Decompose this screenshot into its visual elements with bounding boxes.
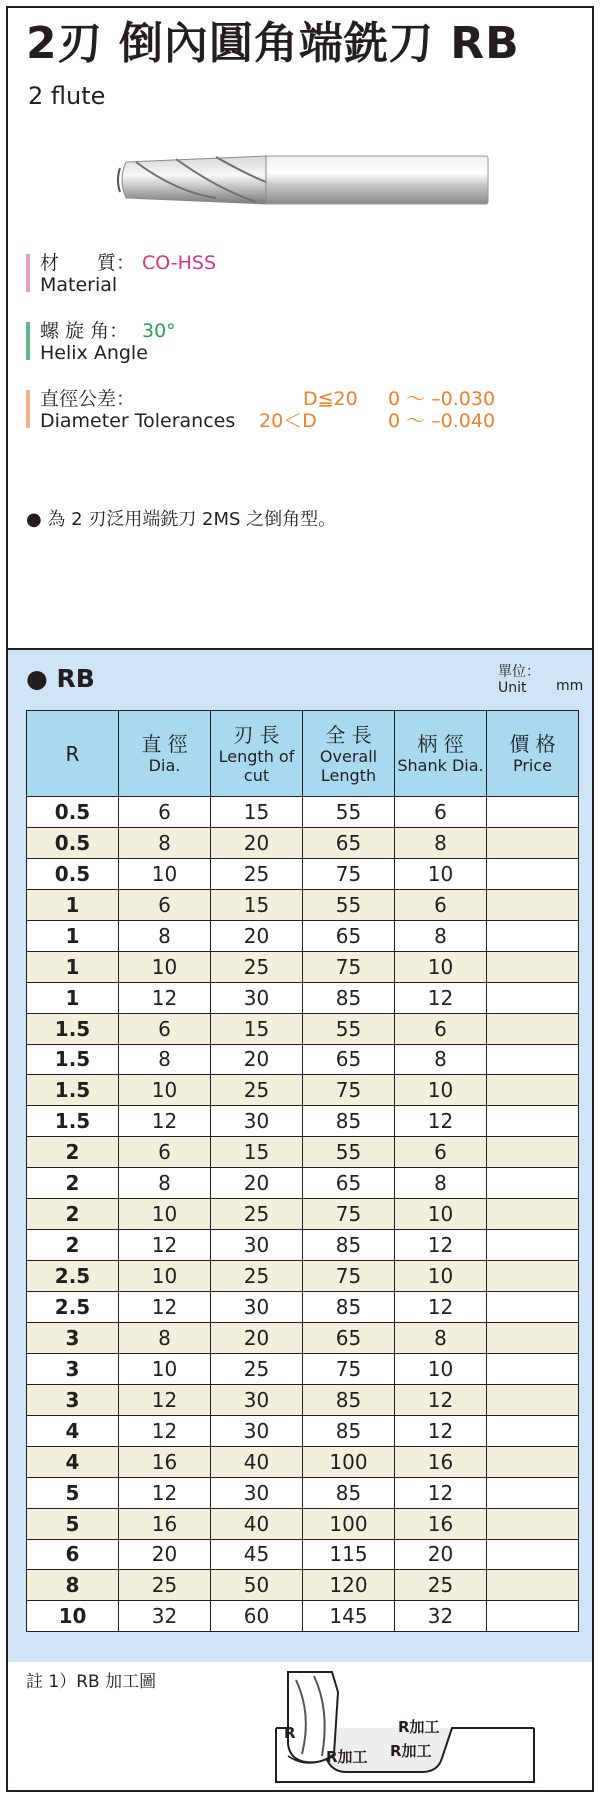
spec-table <box>26 710 579 1632</box>
cell-price <box>487 1322 579 1353</box>
cell-length-of-cut: 40 <box>211 1446 303 1477</box>
cell-length-of-cut: 25 <box>211 1353 303 1384</box>
cell-length-of-cut: 45 <box>211 1539 303 1570</box>
cell-dia: 8 <box>119 1322 211 1353</box>
cell-dia: 12 <box>119 1477 211 1508</box>
cell-price <box>487 1137 579 1168</box>
cell-price <box>487 1415 579 1446</box>
cell-shank-dia: 12 <box>395 982 487 1013</box>
cell-shank-dia: 20 <box>395 1539 487 1570</box>
cell-shank-dia: 12 <box>395 1106 487 1137</box>
cell-overall-length: 75 <box>303 1199 395 1230</box>
cell-price <box>487 889 579 920</box>
table-row <box>27 1261 579 1292</box>
table-row <box>27 1168 579 1199</box>
unit-value: mm <box>556 678 584 694</box>
cell-length-of-cut: 20 <box>211 1168 303 1199</box>
table-row <box>27 858 579 889</box>
material-label: 材 質： <box>40 252 136 274</box>
cell-r: 4 <box>27 1415 119 1446</box>
cell-length-of-cut: 25 <box>211 1075 303 1106</box>
material-accent-bar <box>26 254 30 292</box>
table-header-row <box>27 711 579 797</box>
helix-accent-bar <box>26 322 30 360</box>
cell-shank-dia: 8 <box>395 827 487 858</box>
table-row <box>27 1322 579 1353</box>
cell-shank-dia: 6 <box>395 797 487 828</box>
header-dia: 直 徑 Dia. <box>119 711 211 797</box>
cell-dia: 10 <box>119 1075 211 1106</box>
cell-overall-length: 75 <box>303 1075 395 1106</box>
cell-overall-length: 85 <box>303 1415 395 1446</box>
table-row <box>27 1292 579 1323</box>
table-row <box>27 1384 579 1415</box>
cell-length-of-cut: 20 <box>211 1044 303 1075</box>
cell-r: 2 <box>27 1199 119 1230</box>
cell-length-of-cut: 25 <box>211 1261 303 1292</box>
cell-shank-dia: 10 <box>395 1353 487 1384</box>
cell-shank-dia: 10 <box>395 858 487 889</box>
cell-price <box>487 951 579 982</box>
table-row <box>27 1570 579 1601</box>
cell-r: 1.5 <box>27 1075 119 1106</box>
material-label-en: Material <box>40 274 118 296</box>
header-r: R <box>27 711 119 797</box>
cell-r: 2.5 <box>27 1261 119 1292</box>
cell-price <box>487 1230 579 1261</box>
cell-dia: 25 <box>119 1570 211 1601</box>
table-row <box>27 1199 579 1230</box>
table-row <box>27 797 579 828</box>
cell-r: 0.5 <box>27 797 119 828</box>
cell-overall-length: 55 <box>303 889 395 920</box>
helix-label-en: Helix Angle <box>40 342 148 364</box>
cell-length-of-cut: 15 <box>211 1137 303 1168</box>
cell-shank-dia: 16 <box>395 1446 487 1477</box>
cell-dia: 32 <box>119 1601 211 1632</box>
cell-length-of-cut: 25 <box>211 1199 303 1230</box>
cell-price <box>487 1539 579 1570</box>
cell-length-of-cut: 30 <box>211 1230 303 1261</box>
cell-dia: 8 <box>119 827 211 858</box>
cell-dia: 8 <box>119 1168 211 1199</box>
rb-machining-diagram <box>272 1664 544 1788</box>
cell-shank-dia: 6 <box>395 1137 487 1168</box>
cell-r: 0.5 <box>27 827 119 858</box>
cell-r: 1 <box>27 889 119 920</box>
cell-dia: 10 <box>119 858 211 889</box>
cell-shank-dia: 10 <box>395 1261 487 1292</box>
helix-label: 螺 旋 角： <box>40 320 129 342</box>
table-row <box>27 951 579 982</box>
cell-r: 5 <box>27 1477 119 1508</box>
cell-r: 2.5 <box>27 1292 119 1323</box>
cell-length-of-cut: 30 <box>211 1106 303 1137</box>
cell-dia: 12 <box>119 982 211 1013</box>
cell-length-of-cut: 30 <box>211 982 303 1013</box>
cell-dia: 6 <box>119 797 211 828</box>
page-subtitle: 2 flute <box>28 82 106 110</box>
material-value: CO-HSS <box>142 252 217 274</box>
table-row <box>27 1106 579 1137</box>
cell-r: 1.5 <box>27 1044 119 1075</box>
cell-length-of-cut: 30 <box>211 1292 303 1323</box>
tolerance-label-en: Diameter Tolerances <box>40 410 236 432</box>
cell-overall-length: 75 <box>303 1261 395 1292</box>
section-title: ● RB <box>26 664 95 693</box>
page-title: 2刃 倒內圓角端銑刀 RB <box>26 18 520 69</box>
table-row <box>27 1353 579 1384</box>
cell-length-of-cut: 15 <box>211 797 303 828</box>
cell-length-of-cut: 30 <box>211 1477 303 1508</box>
end-mill-illustration <box>116 148 496 212</box>
cell-r: 2 <box>27 1168 119 1199</box>
diagram-label-r-process-2: R加工 <box>390 1742 432 1760</box>
cell-shank-dia: 8 <box>395 920 487 951</box>
table-body <box>27 797 579 1632</box>
cell-overall-length: 55 <box>303 1013 395 1044</box>
cell-overall-length: 100 <box>303 1508 395 1539</box>
table-row <box>27 1601 579 1632</box>
cell-shank-dia: 8 <box>395 1322 487 1353</box>
diagram-label-r-process-3: R加工 <box>398 1718 440 1736</box>
header-price: 價 格 Price <box>487 711 579 797</box>
cell-price <box>487 797 579 828</box>
cell-overall-length: 85 <box>303 1106 395 1137</box>
cell-shank-dia: 12 <box>395 1230 487 1261</box>
cell-r: 1.5 <box>27 1106 119 1137</box>
table-row <box>27 920 579 951</box>
header-shank-dia: 柄 徑 Shank Dia. <box>395 711 487 797</box>
cell-length-of-cut: 20 <box>211 1322 303 1353</box>
cell-r: 1 <box>27 951 119 982</box>
cell-price <box>487 1508 579 1539</box>
cell-shank-dia: 6 <box>395 1013 487 1044</box>
cell-price <box>487 1261 579 1292</box>
cell-length-of-cut: 50 <box>211 1570 303 1601</box>
tolerance-value-1: 0 ～ –0.030 <box>388 388 496 410</box>
cell-shank-dia: 12 <box>395 1415 487 1446</box>
cell-r: 0.5 <box>27 858 119 889</box>
table-row <box>27 1013 579 1044</box>
helix-value: 30° <box>142 320 176 342</box>
cell-dia: 12 <box>119 1292 211 1323</box>
unit-label <box>498 664 584 696</box>
cell-overall-length: 75 <box>303 1353 395 1384</box>
cell-overall-length: 115 <box>303 1539 395 1570</box>
unit-label-zh: 單位： <box>498 664 540 680</box>
header-length-of-cut: 刃 長 Length of cut <box>211 711 303 797</box>
cell-price <box>487 982 579 1013</box>
cell-overall-length: 65 <box>303 827 395 858</box>
cell-dia: 6 <box>119 1013 211 1044</box>
cell-r: 1 <box>27 982 119 1013</box>
tolerance-cond-1: D≦20 <box>303 388 358 410</box>
cell-overall-length: 75 <box>303 858 395 889</box>
cell-r: 10 <box>27 1601 119 1632</box>
table-row <box>27 1539 579 1570</box>
cell-r: 3 <box>27 1384 119 1415</box>
cell-overall-length: 85 <box>303 982 395 1013</box>
cell-price <box>487 920 579 951</box>
cell-overall-length: 65 <box>303 1168 395 1199</box>
cell-price <box>487 1477 579 1508</box>
product-note: ● 為 2 刃泛用端銑刀 2MS 之倒角型。 <box>26 509 337 530</box>
cell-dia: 8 <box>119 920 211 951</box>
cell-dia: 12 <box>119 1106 211 1137</box>
cell-r: 3 <box>27 1353 119 1384</box>
cell-length-of-cut: 40 <box>211 1508 303 1539</box>
tolerance-cond-2: 20＜D <box>259 410 317 432</box>
cell-r: 2 <box>27 1230 119 1261</box>
cell-dia: 12 <box>119 1415 211 1446</box>
diagram-label-r-process-1: R加工 <box>326 1748 368 1766</box>
cell-shank-dia: 10 <box>395 1199 487 1230</box>
cell-overall-length: 120 <box>303 1570 395 1601</box>
cell-shank-dia: 6 <box>395 889 487 920</box>
cell-r: 8 <box>27 1570 119 1601</box>
table-row <box>27 1075 579 1106</box>
tolerance-accent-bar <box>26 390 30 428</box>
table-row <box>27 827 579 858</box>
tolerance-label: 直徑公差： <box>40 388 136 410</box>
cell-shank-dia: 12 <box>395 1384 487 1415</box>
cell-r: 1 <box>27 920 119 951</box>
cell-price <box>487 1353 579 1384</box>
cell-overall-length: 85 <box>303 1477 395 1508</box>
cell-overall-length: 65 <box>303 1044 395 1075</box>
cell-shank-dia: 25 <box>395 1570 487 1601</box>
cell-price <box>487 1601 579 1632</box>
cell-length-of-cut: 20 <box>211 920 303 951</box>
cell-overall-length: 65 <box>303 920 395 951</box>
cell-price <box>487 1168 579 1199</box>
table-row <box>27 1446 579 1477</box>
cell-overall-length: 85 <box>303 1230 395 1261</box>
cell-length-of-cut: 15 <box>211 889 303 920</box>
cell-overall-length: 55 <box>303 797 395 828</box>
cell-length-of-cut: 15 <box>211 1013 303 1044</box>
cell-r: 6 <box>27 1539 119 1570</box>
cell-price <box>487 1106 579 1137</box>
table-row <box>27 1137 579 1168</box>
cell-shank-dia: 10 <box>395 951 487 982</box>
catalog-page <box>6 6 594 1792</box>
cell-price <box>487 1044 579 1075</box>
cell-r: 5 <box>27 1508 119 1539</box>
cell-price <box>487 858 579 889</box>
cell-dia: 12 <box>119 1384 211 1415</box>
table-row <box>27 982 579 1013</box>
cell-length-of-cut: 25 <box>211 858 303 889</box>
cell-overall-length: 75 <box>303 951 395 982</box>
cell-length-of-cut: 30 <box>211 1384 303 1415</box>
header-overall-length: 全 長 Overall Length <box>303 711 395 797</box>
cell-dia: 20 <box>119 1539 211 1570</box>
cell-price <box>487 1013 579 1044</box>
cell-shank-dia: 10 <box>395 1075 487 1106</box>
cell-overall-length: 85 <box>303 1292 395 1323</box>
cell-shank-dia: 12 <box>395 1292 487 1323</box>
cell-length-of-cut: 25 <box>211 951 303 982</box>
cell-overall-length: 145 <box>303 1601 395 1632</box>
cell-length-of-cut: 30 <box>211 1415 303 1446</box>
cell-length-of-cut: 60 <box>211 1601 303 1632</box>
cell-r: 3 <box>27 1322 119 1353</box>
tolerance-value-2: 0 ～ –0.040 <box>388 410 496 432</box>
cell-shank-dia: 16 <box>395 1508 487 1539</box>
cell-overall-length: 65 <box>303 1322 395 1353</box>
cell-dia: 10 <box>119 951 211 982</box>
footnote: 註 1）RB 加工圖 <box>26 1672 157 1692</box>
cell-shank-dia: 8 <box>395 1168 487 1199</box>
cell-shank-dia: 8 <box>395 1044 487 1075</box>
cell-dia: 8 <box>119 1044 211 1075</box>
cell-shank-dia: 32 <box>395 1601 487 1632</box>
cell-dia: 12 <box>119 1230 211 1261</box>
cell-dia: 10 <box>119 1261 211 1292</box>
cell-overall-length: 55 <box>303 1137 395 1168</box>
table-row <box>27 1415 579 1446</box>
cell-price <box>487 827 579 858</box>
cell-overall-length: 100 <box>303 1446 395 1477</box>
cell-overall-length: 85 <box>303 1384 395 1415</box>
cell-dia: 16 <box>119 1446 211 1477</box>
cell-length-of-cut: 20 <box>211 827 303 858</box>
table-row <box>27 889 579 920</box>
cell-price <box>487 1384 579 1415</box>
cell-price <box>487 1292 579 1323</box>
cell-price <box>487 1199 579 1230</box>
cell-dia: 6 <box>119 1137 211 1168</box>
cell-price <box>487 1446 579 1477</box>
table-row <box>27 1230 579 1261</box>
table-row <box>27 1477 579 1508</box>
cell-dia: 10 <box>119 1353 211 1384</box>
cell-r: 4 <box>27 1446 119 1477</box>
cell-r: 2 <box>27 1137 119 1168</box>
cell-shank-dia: 12 <box>395 1477 487 1508</box>
diagram-label-r: R <box>284 1724 296 1742</box>
table-row <box>27 1044 579 1075</box>
cell-r: 1.5 <box>27 1013 119 1044</box>
cell-price <box>487 1570 579 1601</box>
cell-dia: 10 <box>119 1199 211 1230</box>
unit-label-en: Unit <box>498 680 527 696</box>
cell-dia: 16 <box>119 1508 211 1539</box>
cell-price <box>487 1075 579 1106</box>
cell-dia: 6 <box>119 889 211 920</box>
table-row <box>27 1508 579 1539</box>
